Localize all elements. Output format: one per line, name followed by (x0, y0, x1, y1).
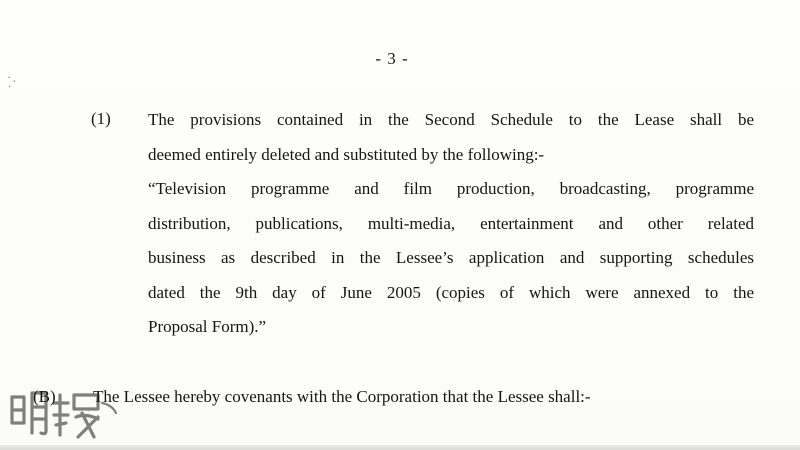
item-1-line-1: The provisions contained in the Second Schedule to the Lease shall be (148, 110, 754, 129)
quote-line-2: distribution, publications, multi-media, entertainment and other related (148, 213, 754, 233)
page-bottom-edge (0, 445, 800, 450)
quote-line-3: business as described in the Lessee’s application and supporting schedules (148, 248, 754, 267)
quote-line-4: dated the 9th day of June 2005 (copies of which were annexed to the (148, 282, 754, 302)
newspaper-watermark-logo (2, 383, 122, 443)
item-b-text: The Lessee hereby covenants with the Corporation that the Lessee shall:- (93, 387, 591, 406)
quote-line-5: Proposal Form).” (148, 317, 267, 336)
quote-line-1: “Television programme and film production, broadcasting, programme (148, 179, 754, 198)
scan-artifact: · · · (0, 71, 19, 93)
item-1-label: (1) (91, 109, 111, 128)
item-1-line-2: deemed entirely deleted and substituted by the following:- (148, 144, 545, 164)
item-1-paragraph (148, 103, 754, 172)
page-number: - 3 - (375, 49, 409, 68)
substitution-quote (148, 172, 754, 345)
item-b-label: (B) (33, 387, 56, 406)
